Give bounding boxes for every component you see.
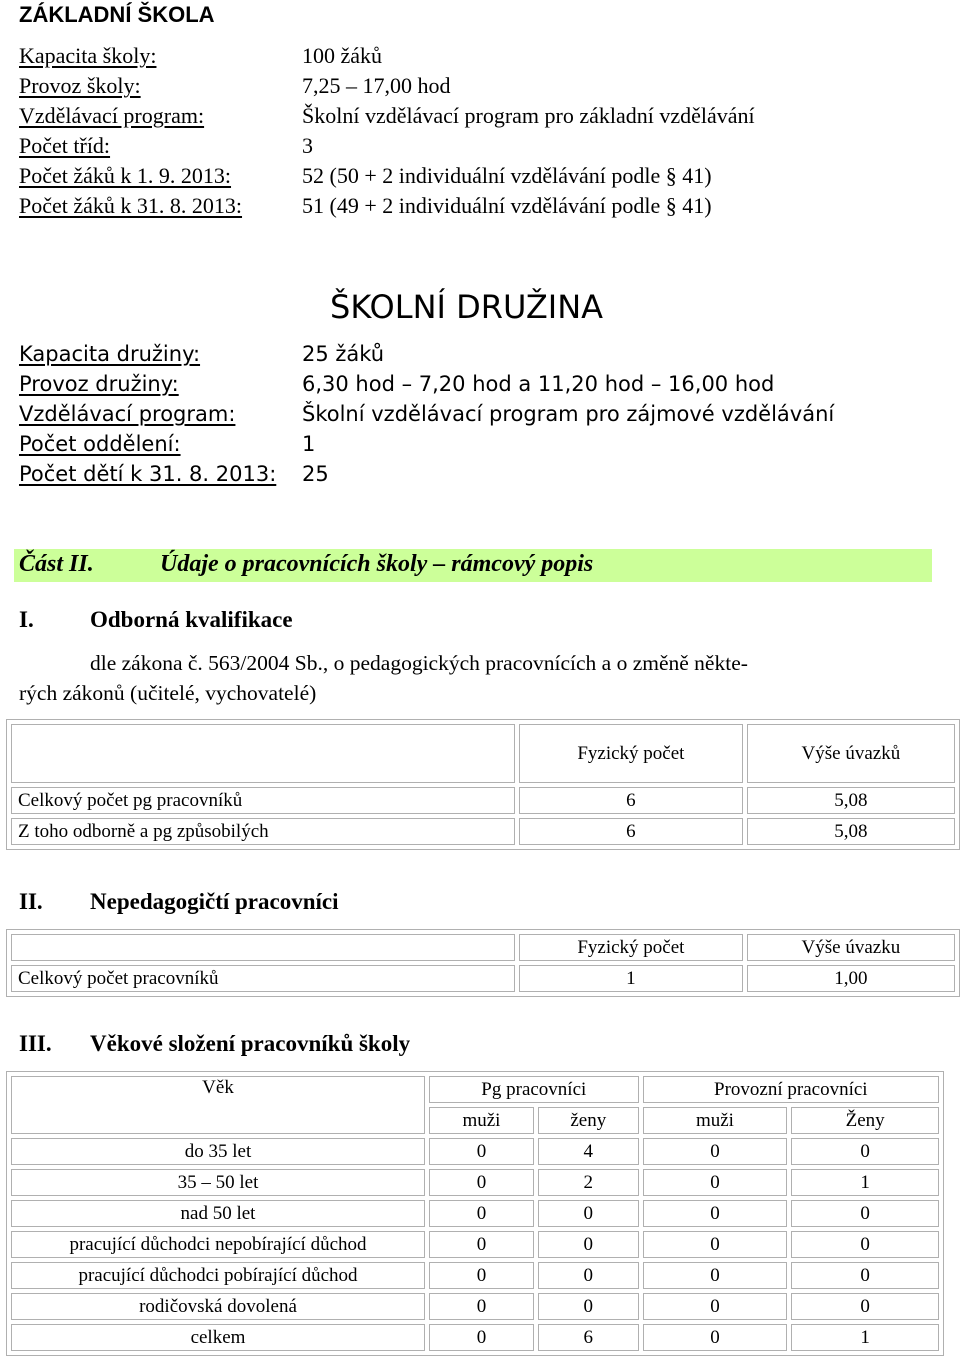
header-cell-pg: Pg pracovníci [429,1076,639,1103]
table-header-row [11,1076,939,1103]
header-cell-empty [11,724,515,783]
part-title: Údaje o pracovnících školy – rámcový popis [160,551,594,577]
header-cell-operational: Provozní pracovníci [643,1076,939,1103]
school-hours-value: 7,25 – 17,00 hod [302,73,451,98]
row-age: rodičovská dovolená [11,1293,425,1320]
row-pg-women: 0 [538,1293,639,1320]
section1-number: I. [19,607,34,632]
club-program-value: Školní vzdělávací program pro zájmové vzdělávání [302,402,835,426]
table-row [11,965,955,992]
row-op-women: 0 [791,1200,939,1227]
row-pg-men: 0 [429,1169,534,1196]
row-label: Celkový počet pracovníků [11,965,515,992]
row-age: celkem [11,1324,425,1351]
school-pupils-sep-value: 52 (50 + 2 individuální vzdělávání podle § 41) [302,163,712,188]
club-children-value: 25 [302,462,329,486]
section3-number: III. [19,1031,52,1056]
section2-title: Nepedagogičtí pracovníci [90,889,339,914]
subheader-op-men: muži [643,1107,788,1134]
header-cell-empty [11,934,515,961]
row-age: do 35 let [11,1138,425,1165]
row-pg-men: 0 [429,1262,534,1289]
row-age: pracující důchodci nepobírající důchod [11,1231,425,1258]
table-row [11,1324,939,1351]
club-hours-label: Provoz družiny: [19,372,179,396]
club-departments-label: Počet oddělení: [19,432,181,456]
table-row [11,1262,939,1289]
row-pg-men: 0 [429,1200,534,1227]
age-table [6,1071,944,1356]
club-title: ŠKOLNÍ DRUŽINA [330,288,604,326]
club-program-label: Vzdělávací program: [19,402,236,426]
nonteaching-table [6,929,960,997]
table-row [11,1169,939,1196]
school-capacity-value: 100 žáků [302,43,383,68]
row-op-men: 0 [643,1200,788,1227]
section1-text-line1: dle zákona č. 563/2004 Sb., o pedagogických pracovnících a o změně někte- [90,651,748,675]
section2-number: II. [19,889,43,914]
row-pg-men: 0 [429,1293,534,1320]
row-op-men: 0 [643,1231,788,1258]
row-op-women: 1 [791,1324,939,1351]
row-label: Z toho odborně a pg způsobilých [11,818,515,845]
school-classes-label: Počet tříd: [19,133,111,158]
club-capacity-label: Kapacita družiny: [19,342,201,366]
school-program-label: Vzdělávací program: [19,103,205,128]
part-label: Část II. [19,551,94,577]
header-cell-count: Fyzický počet [519,724,743,783]
row-load: 1,00 [747,965,955,992]
row-count: 1 [519,965,743,992]
table-row [11,818,955,845]
row-pg-women: 0 [538,1200,639,1227]
school-title: ZÁKLADNÍ ŠKOLA [19,2,215,27]
school-pupils-aug-label: Počet žáků k 31. 8. 2013: [19,193,243,218]
row-pg-men: 0 [429,1231,534,1258]
section1-text-line2: rých zákonů (učitelé, vychovatelé) [19,681,317,705]
school-program-value: Školní vzdělávací program pro základní vzdělávání [302,103,755,128]
club-departments-value: 1 [302,432,316,456]
club-hours-value: 6,30 hod – 7,20 hod a 11,20 hod – 16,00 hod [302,372,775,396]
row-pg-women: 0 [538,1231,639,1258]
row-op-men: 0 [643,1169,788,1196]
school-capacity-label: Kapacita školy: [19,43,157,68]
row-load: 5,08 [747,818,955,845]
header-cell-load: Výše úvazků [747,724,955,783]
school-hours-label: Provoz školy: [19,73,141,98]
row-op-women: 0 [791,1262,939,1289]
row-count: 6 [519,787,743,814]
row-age: pracující důchodci pobírající důchod [11,1262,425,1289]
section1-title: Odborná kvalifikace [90,607,293,632]
row-pg-women: 2 [538,1169,639,1196]
section3-title: Věkové složení pracovníků školy [90,1031,411,1056]
school-pupils-aug-value: 51 (49 + 2 individuální vzdělávání podle § 41) [302,193,712,218]
row-age: nad 50 let [11,1200,425,1227]
school-pupils-sep-label: Počet žáků k 1. 9. 2013: [19,163,232,188]
header-cell-count: Fyzický počet [519,934,743,961]
table-row [11,1138,939,1165]
row-load: 5,08 [747,787,955,814]
subheader-op-women: Ženy [791,1107,939,1134]
row-op-women: 1 [791,1169,939,1196]
row-op-women: 0 [791,1138,939,1165]
row-pg-women: 4 [538,1138,639,1165]
row-op-men: 0 [643,1324,788,1351]
row-op-women: 0 [791,1231,939,1258]
row-count: 6 [519,818,743,845]
school-classes-value: 3 [302,133,313,158]
row-pg-men: 0 [429,1324,534,1351]
row-pg-men: 0 [429,1138,534,1165]
row-age: 35 – 50 let [11,1169,425,1196]
subheader-pg-men: muži [429,1107,534,1134]
table-row [11,1231,939,1258]
table-header-row [11,724,955,783]
row-pg-women: 6 [538,1324,639,1351]
row-label: Celkový počet pg pracovníků [11,787,515,814]
subheader-pg-women: ženy [538,1107,639,1134]
table-row [11,1200,939,1227]
table-row [11,1293,939,1320]
header-cell-age: Věk [11,1076,425,1134]
header-cell-load: Výše úvazku [747,934,955,961]
row-op-men: 0 [643,1262,788,1289]
club-capacity-value: 25 žáků [302,342,385,366]
row-op-men: 0 [643,1138,788,1165]
row-op-women: 0 [791,1293,939,1320]
row-pg-women: 0 [538,1262,639,1289]
table-header-row [11,934,955,961]
club-children-label: Počet dětí k 31. 8. 2013: [19,462,277,486]
row-op-men: 0 [643,1293,788,1320]
qualification-table [6,719,960,850]
table-row [11,787,955,814]
